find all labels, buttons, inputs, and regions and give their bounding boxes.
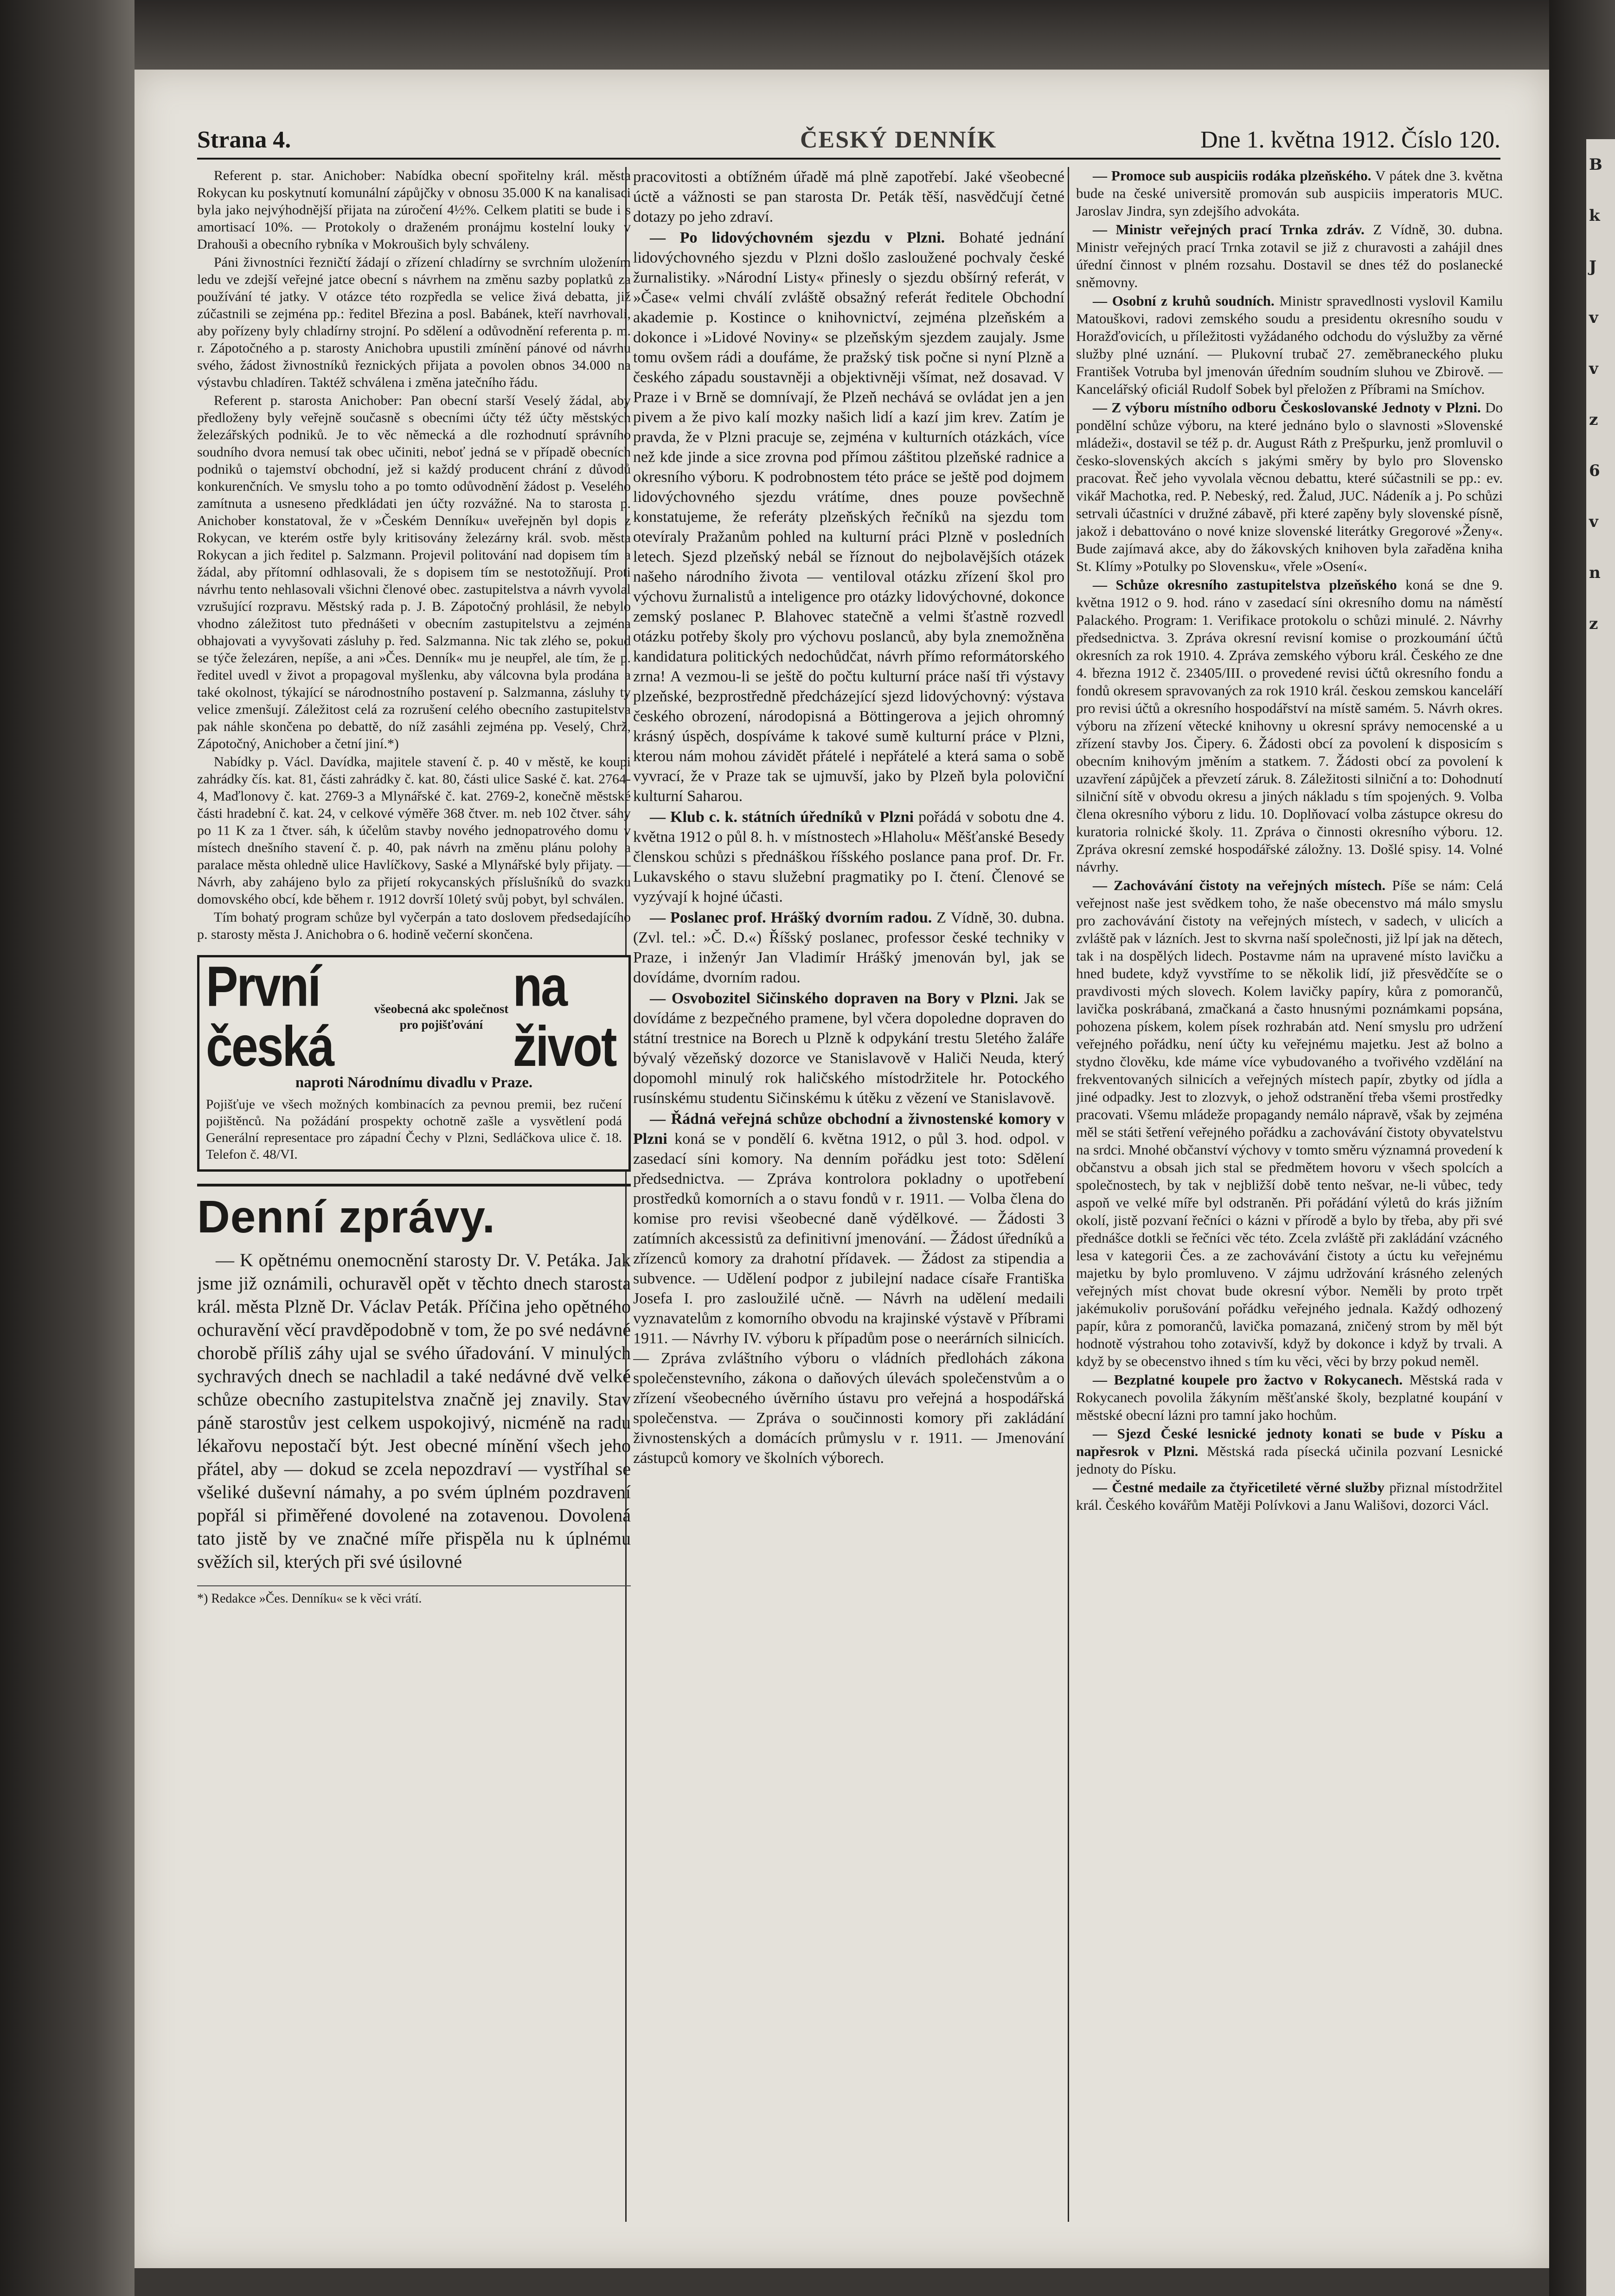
neighbouring-page-strip bbox=[1586, 139, 1615, 2296]
article-body: Městská rada písecká učinila pozvaní Lesnické jednoty do Písku. bbox=[1076, 1443, 1503, 1477]
page-number: Strana 4. bbox=[197, 127, 291, 153]
article-title: — Čestné medaile za čtyřicetileté věrné služby bbox=[1093, 1479, 1384, 1495]
article-title: — Řádná veřejná schůze obchodní a živnostenské komory v Plzni bbox=[633, 1110, 1064, 1148]
article-body: Z Vídně, 30. dubna. Ministr veřejných prací Trnka zotavil se již z churavosti a zahájil dnes úřední činnost v plném rozsahu. Dostavil se dnes též do poslanecké sněmovny. bbox=[1076, 221, 1503, 290]
article-paragraph: Tím bohatý program schůze byl vyčerpán a tato doslovem předsedajícího p. starosty města J. Anichobra o 6. hodině večerní skončena. bbox=[197, 910, 631, 942]
article-body: V pátek dne 3. května bude na české universitě promován sub auspiciis imperatoris MUC. Jaroslav Jindra, syn zdejšího advokáta. bbox=[1076, 167, 1503, 219]
article-title: — Schůze okresního zastupitelstva plzeňského bbox=[1093, 577, 1397, 593]
article-paragraph: Nabídky p. Václ. Davídka, majitele stavení č. p. 40 v městě, ke koupi zahrádky čís. kat. 81, části zahrádky č. kat. 80, části ulice Saské č. kat. 2764-4, Maďlonovy č. kat. 2769-3 a Mlynářské č. kat. 2769-2, konečně městské části hradební č. kat. 24, v celkové výměře 368 čtver. m. neb 102 čtver. sáhy po 11 K za 1 čtver. sáh, k účelům stavby nového jednopatrového domu v místech dnešního stavení č. p. 40, pak návrh na změnu plánu polohy a paralace města ohledně ulice Havlíčkovy, Saské a Mlynářské byly přijaty. — Návrh, aby zahájeno bylo za přijetí rokycanských příslušníků do svazku domovského obcí, kde během r. 1912 dovrší 10letý svůj pobyt, byl schválen. bbox=[197, 754, 631, 907]
scan-top-edge bbox=[0, 0, 1615, 70]
neighbour-letter: z bbox=[1589, 410, 1598, 429]
ad-right-title: na život bbox=[513, 955, 616, 1079]
masthead-title: ČESKÝ DENNÍK bbox=[800, 127, 997, 153]
insurance-advertisement bbox=[197, 955, 631, 1172]
article-title: — Po lidovýchovném sjezdu v Plzni. bbox=[650, 229, 945, 246]
ad-middle-text: všeobecná akc společnost pro pojišťování bbox=[374, 1002, 509, 1032]
article-title: — Osobní z kruhů soudních. bbox=[1093, 293, 1275, 309]
article-title: — Poslanec prof. Hrášký dvorním radou. bbox=[650, 909, 932, 926]
neighbour-letter: v bbox=[1589, 513, 1598, 531]
neighbour-letter: B bbox=[1589, 155, 1602, 174]
article-body: Městská rada v Rokycanech povolila žákyním měšťanské školy, bezplatné koupání v městské obecní lázni pro tamní jako hochům. bbox=[1076, 1372, 1503, 1423]
ad-body: Pojišťuje ve všech možných kombinacích za pevnou premii, bez ručení pojištěnců. Na požádání prospekty ochotně zašle a vysvětlení podá Generální representace pro západní Čechy v Plzni, Sedláčkova ulice č. 18. Telefon č. 48/VI. bbox=[206, 1097, 622, 1162]
article-paragraph: pracovitosti a obtížném úřadě má plně zapotřebí. Jaké všeobecné úctě a vážnosti se pan starosta Dr. Peták těší, nasvědčují četné dotazy po jeho zdraví. bbox=[633, 168, 1064, 225]
ad-left-title: První česká bbox=[206, 955, 333, 1079]
neighbour-letter: n bbox=[1589, 564, 1601, 582]
section-heading: Denní zprávy. bbox=[197, 1184, 631, 1242]
page-header bbox=[197, 116, 1500, 160]
article-body: Ministr spravedlnosti vyslovil Kamilu Matouškovi, radovi zemského soudu a presidentu okresního soudu v Horažďovicích, u příležitosti vyžádaného odchodu do výslužby za věrné služby plné uznání. — Plukovní trubač 27. zeměbraneckého pluku František Votruba byl jmenován úředním soudním sluhou ve Zbirově. — Kancelářský oficiál Rudolf Sobek byl přeložen z Příbrami na Smíchov. bbox=[1076, 293, 1503, 397]
neighbour-letter: 6 bbox=[1589, 462, 1600, 480]
article-body: Bohaté jednání lidovýchovného sjezdu v Plzni došlo zasloužené pochvaly české žurnalistiky. »Národní Listy« přinesly o sjezdu obšírný referát, v »Čase« velmi chválí zvláště obsažný referát ředitele Obchodní akademie p. Kostince o knihovnictví, zejména plzeňském a dokonce i »Lidové Noviny« se plzeňským sjezdem zaujaly. Jsme tomu ovšem rádi a doufáme, že pražský tisk počne si nyní Plzně a českého západu soustavněji a objektivněji všímat, než dosavad. V Praze i v Brně se domnívají, že Plzeň nechává se ovládat jen a jen pivem a že pivo kalí mozky našich lidí a kazí jim krev. Zatím je pravda, že v Plzni pracuje se, zejména v kulturních otázkách, více než kde jinde a sice zrovna pod přímou záštitou plzeňské radnice a okresního výboru. K podrobnostem této práce se ještě pod dojmem lidovýchovného sjezdu vrátíme, dnes pouze povšechně konstatujeme, že referáty plzeňských řečníků na sjezdu tom otevíraly Pražanům pohled na kulturní práci Plzně v posledních letech. Sjezd plzeňský nebál se říznout do nejbolavějších otázek našeho národního života — ventiloval otázku zřízení škol pro výchovu žurnalistů a inteligence pro otázky lidovýchovné, dokonce zemský poslanec P. Blahovec statečně a velmi šťastně rozvedl otázku potřeby školy pro výchovu poslanců, aby byla znemožněna kandidatura politických nedochůdčat, návrh přímo reformátorského zrna! A vezmou-li se ještě do počtu kulturní práce naší tři výstavy plzeňské, bezprostředně předcházející sjezd lidovýchovný: výstava českého obrození, národopisná a Böttingerova a jejich ohromný krásný úspěch, dospíváme k takové sumě kulturní práce v Plzni, kterou nám mohou závidět přátelé i nepřátelé a která sama o sobě vyvrací, že v Praze tak se ujmuvší, jako by Plzeň byla poloviční kulturní Saharou. bbox=[633, 229, 1064, 805]
article-paragraph: Páni živnostníci řezničtí žádají o zřízení chladírny se svrchním uložením ledu ve zdejší veřejné jatce obecní s návrhem na změnu sazby poplatků za používání té jatky. V otázce této rozpředla se velice živá debatta, již zúčastnili se zejména pp.: ředitel Březina a posl. Babánek, kteří navrhovali, aby pořízeny byly chladírny strojní. Po sdělení a odůvodnění referenta p. m. r. Zápotočného a p. starosty Anichobra upustili zmínění pánové od návrhu svého, žádost živnostníků řeznických přijata a povolen obnos 34.000 na výstavbu chladíren. Taktéž schválena i změna jatečního řádu. bbox=[197, 255, 631, 390]
article-title: — Promoce sub auspiciis rodáka plzeňského. bbox=[1093, 167, 1371, 184]
lead-article: — K opětnému onemocnění starosty Dr. V. Petáka. Jak jsme již oznámili, ochuravěl opět v těchto dnech starosta král. města Plzně Dr. Václav Peták. Příčina jeho opětného ochuravění věcí pravděpodobně v tom, že po své nedávné chorobě příliš záhy ujal se svého úřadování. V minulých sychravých dnech se nachladil a také nedávné dvě velké schůze obecního zastupitelstva značně jej znavily. Stav páně starostův jest celkem uspokojivý, nicméně na radu lékařovu nepostačí být. Jest obecné mínění všech jeho přátel, aby — dokud se zcela nepozdraví — vystříhal se všeliké duševní námahy, a po svém úplném pozdravení popřál si přiměřené dovolené na zotavenou. Dovolená tato jistě by ve značné míře přispěla nu k úplnému svěžích sil, kterých při své úsilovné bbox=[197, 1250, 631, 1572]
article-body: pořádá v sobotu dne 4. května 1912 o půl 8. h. v místnostech »Hlaholu« Měšťanské Besedy členskou schůzi s přednáškou říšského poslance pana prof. Dr. Fr. Lukavského o stavu služební pragmatiky po I. čtení. Členové se vyzývají k hojné účasti. bbox=[633, 808, 1064, 905]
article-title: — Ministr veřejných prací Trnka zdráv. bbox=[1093, 221, 1365, 237]
article-body: koná se dne 9. května 1912 o 9. hod. ráno v zasedací síni okresního domu na náměstí Palackého. Program: 1. Verifikace protokolu o schůzi minulé. 2. Návrhy předsednictva. 3. Zpráva okresní revisní komise o prozkoumání účtů okresních za rok 1910. 4. Zpráva zemského výboru král. Českého ze dne 4. března 1912 č. 23405/III. o provedené revisi účtů okresního fondu a fondů okresem spravovaných za rok 1910 král. českou zemskou kanceláří pro revisi účtů a okresního hospodářství na místě samém. 5. Návrh okres. výboru na zřízení větecké knihovny u okresní správy nemocenské a u zřízení stavby Jos. Čipery. 6. Žádosti obcí za povolení k disposicím s obecním knihovým jměním a statkem. 7. Žádosti obcí za povolení k uzavření zápůjček a převzetí záruk. 8. Záležitosti silniční a to: Dohodnutí silniční sítě v obvodu okresu a jiných nákladu s tím spojených. 9. Volba člena okresního výboru z lidu. 10. Doplňovací volba zástupce okresu do kuratoria rolnické školy. 11. Zpráva o činnosti okresního výboru. 12. Zpráva okresní zemské hospodářské záložny. 13. Došlé spisy. 14. Volné návrhy. bbox=[1076, 577, 1503, 875]
article-title: — Z výboru místního odboru Českoslovanské Jednoty v Plzni. bbox=[1093, 399, 1481, 416]
article-body: Jak se dovídáme z bezpečného pramene, byl včera dopoledne dopraven do státní trestnice na Borech u Plzně k odpykání trestu 5letého žaláře bývalý vězeňský dozorce ve Stanislavově v Haliči Neuda, který dopomohl minulý rok haličského místodržitele hr. Potockého rusínskému studentu Sičinskému k útěku z vězení ve Stanislavově. bbox=[633, 990, 1064, 1107]
column-2 bbox=[633, 167, 1064, 2222]
article-title: — Osvobozitel Sičinského dopraven na Bory v Plzni. bbox=[650, 990, 1019, 1007]
article-body: Do pondělní schůze výboru, na které jednáno bylo o slavnosti »Slovenské mládeži«, dostavil se též p. dr. August Ráth z Prešpurku, jenž promluvil o česko-slovenských akcích s jakými směry by bylo pro Slovensko pracovat. Řeč jeho vyvolala věcnou debattu, které súčastnili se pp.: ev. vikář Machotka, red. P. Nebeský, red. Žalud, JUC. Nádeník a j. Po schůzi setrvali účastníci v družné zábavě, při které zapěny byly slovenské písně, jakož i debattováno o nové knize slovenské literátky Gregorové »Ženy«. Bude zajímavá akce, aby do žákovských knihoven byla zařaděna kniha St. Klímy »Potulky po Slovensku«, vřele »Osení«. bbox=[1076, 399, 1503, 574]
column-3 bbox=[1076, 167, 1503, 2222]
ad-subtitle: naproti Národnímu divadlu v Praze. bbox=[295, 1074, 533, 1091]
article-title: — Bezplatné koupele pro žactvo v Rokycanech. bbox=[1093, 1372, 1403, 1388]
issue-date: Dne 1. května 1912. Číslo 120. bbox=[1200, 127, 1500, 153]
column-rule bbox=[1068, 167, 1069, 2222]
column-1 bbox=[197, 167, 631, 2222]
article-body: Píše se nám: Celá veřejnost naše jest svědkem toho, že naše obecenstvo má málo smyslu pro zachovávání čistoty na veřejných místech, v sadech, v ulicích a zvláště pak v lázních. Jest to skvrna naší společnosti, již lpí jak na dětech, tak i na dospělých lidech. Postavme nám na upravené místo lavičku a hned budete, když vyvstříme to se několik lidí, již přesvědčíte se o pravdivosti mých slovech. Kolem lavičky papíry, kůra z pomorančů, lavička poskrábaná, zmačkaná a často hnusnými poznámkami popsána, pohozena pískem, kolem písek rozhrabán atd. Není smyslu pro udržení veřejného pořádku, není účty ku veřejnému majetku. Jest až bolno a stydno člověku, kde máme více vybudovaného a tvořivého vzdělání na frekventovaných silnicích a veřejných místech papír, zbytky od jídla a jiné odpadky. Jest to zlozvyk, o jehož odstranění třeba všemi prostředky pracovati. Všemu mládeže propagandy nemálo nápravě, však by zejména měl se státi šetření veřejného pořádku a zachovávání čistoty obyvatelstvu na srdci. Mnohé občanství výchovy v tomto směru významná provedení k občanstvu a obsah jich stal se předmětem hovoru v všech spolcích a společnostech, by tak v nejbližší době tento nešvar, ne-li vůbec, tedy aspoň ve velké míře byl odstraněn. Při pořádání výletů do krás jižním okolí, jistě pozvaní řečníci o kázni v přírodě a bylo by třeba, aby při své přednášce dotkli se řečníci věc této. Zcela zvláště při zakládání vzácného lesa v kategorii Čes. a ze zachovávání čistoty a úctu ku veřejnému majetku by bylo promluveno. V zájmu udržování krásného zelených veřejných míst chovat bude okresní výbor. Neměli by proto trpět jakémukoliv porušování pořádku veřejného jednala. Každý odhozený papír, kůra z pomorančů, lavička pomazaná, zničený strom by měl být hodnotě výstrahou toho zotavivší, když by dokonce i když by trvali. A když by se obecenstvo ihned s tím ku věci, věci by brzy pokud neměl. bbox=[1076, 877, 1503, 1369]
neighbour-letter: v bbox=[1589, 308, 1598, 327]
neighbour-letter: k bbox=[1589, 206, 1600, 225]
scan-left-edge bbox=[0, 0, 135, 2296]
neighbour-letter: J bbox=[1589, 257, 1597, 276]
article-body: koná se v pondělí 6. května 1912, o půl 3. hod. odpol. v zasedací síni komory. Na denním pořádku jest toto: Sdělení předsednictva. — Zpráva kontrolora pokladny o upotřebení prostředků komorních a o stavu fondů v r. 1911. — Volba člena do komise pro revisi všeobecné daně výdělkové. — Žádosti 3 zatímních akcessistů za definitivní jmenování. — Žádost úředníků a zřízenců komory za drahotní přídavek. — Žádost za stipendia a subvence. — Udělení podpor z jubilejní nadace císaře Františka Josefa I. pro zasloužilé učně. — Návrh na udělení medaili vyznavatelům z komorního obvodu na krajinské výstavě v Příbrami 1911. — Návrhy IV. výboru k případům pose o neerárních silnicích. — Zpráva zvláštního výboru o vládních předlohách zákona společenstevního, zákona o daňových úlevách společenstvům a o zřízení všeobecného úvěrního ústavu pro veřejná a hospodářská společenstva. — Zpráva o součinnosti komory při zakládání živnostenských a domácích průmyslu v r. 1911. — Jmenování zástupců komory ve školních výborech. bbox=[633, 1130, 1064, 1467]
footnote: *) Redakce »Čes. Denníku« se k věci vrátí. bbox=[197, 1585, 631, 1607]
newspaper-page bbox=[135, 70, 1549, 2268]
neighbour-letter: z bbox=[1589, 615, 1598, 633]
article-title: — Sjezd České lesnické jednoty konati se bude v Písku a napřesrok v Plzni. bbox=[1076, 1425, 1503, 1459]
article-body: přiznal místodržitel král. Českého kovářům Matěji Polívkovi a Janu Wališovi, dozorci Václ. bbox=[1076, 1479, 1503, 1513]
article-paragraph: Referent p. star. Anichober: Nabídka obecní spořitelny král. města Rokycan ku poskytnutí komunální zápůjčky v obnosu 35.000 K na kanalisaci byla jako nejvýhodnější přijata na zúročení 4½%. Celkem platiti se bude i s amortisací 10%. — Protokoly o draženém pronájmu kostelní louky v Drahouši a obecního rybníka v Mokroušich byly schváleny. bbox=[197, 168, 631, 252]
ad-headline bbox=[206, 955, 622, 1079]
article-body: Z Vídně, 30. dubna. (Zvl. tel.: »Č. D.«) Říšský poslanec, professor české techniky v Praze, i inženýr Jan Vladimír Hrášký jmenován byl, jak se dovídáme, dvorním radou. bbox=[633, 909, 1064, 986]
neighbour-letter: v bbox=[1589, 359, 1598, 378]
article-paragraph: Referent p. starosta Anichober: Pan obecní starší Veselý žádal, aby předloženy byly veřejně současně s obecními účty též účty městských železářských podniků. Je to věc německá a dle rozhodnutí správního soudního dvora nemusí tak obec učiniti, neboť jedná se v případě obecních podniků o tajemství obchodní, jež si každý producent chrání z důvodů konkurenčních. Ve smyslu toho a po tomto odůvodnění žádost p. Veselého zamítnuta a usneseno předkládati jen účty rozvážné. Na to starosta p. Anichober konstatoval, že v »Českém Denníku« uveřejněn byl dopis z Rokycan, ve kterém ostře byly kritisovány železárny král. svob. města Rokycan a jich ředitel p. Salzmann. Projevil politování nad dopisem tím a žádal, aby přítomní odhlasovali, že s dopisem tím se nestotožňují. Proti návrhu tento nehlasovali všichni členové obec. zastupitelstva a návrh vyvolal vzrušující rozpravu. Městský rada p. J. B. Zápotočný prohlásil, že nebylo vhodno záležitost tuto přednášeti v obecním zastupitelstvu a zejména obhajovati a vyvyšovati zásluhy p. řed. Salzmanna. Nic tak zlého se, pokud se týče železáren, nepíše, a ani »Čes. Denník« mu je neupřel, ale tím, že p. ředitel uvedl v život a propagoval myšlenku, aby válcovna byla prodána a také okolnost, týkající se národnostního postavení p. Salzmanna, zásluhy ty velice zmenšují. Záležitost celá za rozrušení celého obecního zastupitelstva pak náhle skončena po debattě, do níž zasáhli zejména pp. Veselý, Chrž, Zápotočný, Anichober a četní jiní.*) bbox=[197, 393, 631, 751]
article-title: — Klub c. k. státních úředníků v Plzni bbox=[650, 808, 914, 826]
article-title: — Zachovávání čistoty na veřejných místech. bbox=[1093, 877, 1386, 893]
